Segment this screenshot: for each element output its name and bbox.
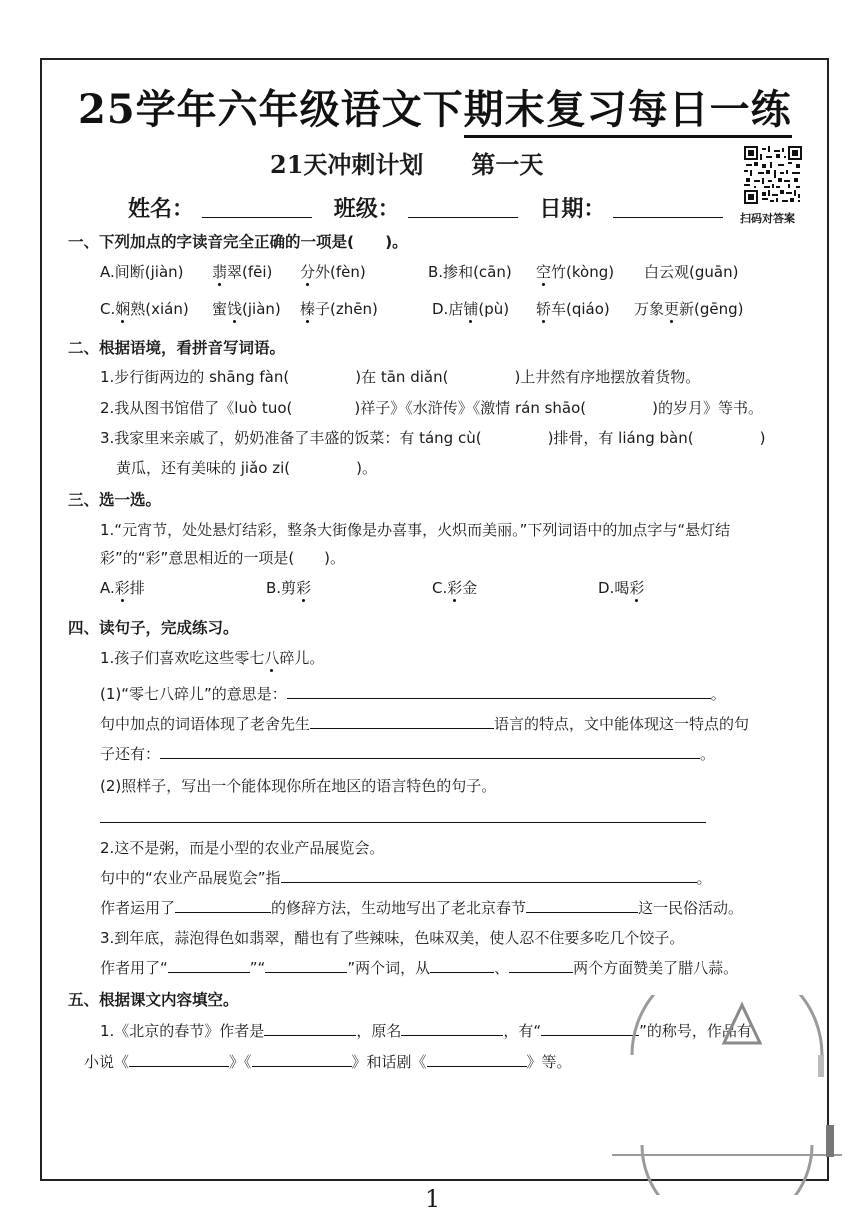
plan-label: 21天冲刺计划: [270, 150, 424, 179]
answer-blank[interactable]: [430, 958, 494, 973]
question-3-1-line1: 1.“元宵节，处处悬灯结彩，整条大街像是办喜事，火炽而美丽。”下列词语中的加点字与“悬灯结: [100, 521, 731, 539]
question-4-3-1: 作者用了“ ”“ ”两个词，从 、 两个方面赞美了腊八蒜。: [100, 959, 739, 977]
option-1b: B.掺和(cān): [428, 263, 512, 281]
qr-caption: 扫码对答案: [740, 212, 795, 225]
question-4-2-2: 作者运用了 的修辞方法，生动地写出了老北京春节 这一民俗活动。: [100, 899, 744, 917]
watermark-stamp: [612, 995, 842, 1195]
question-3-1-line2: 彩”的“彩”意思相近的一项是( )。: [100, 549, 346, 567]
question-4-1-2: 句中加点的词语体现了老舍先生 语言的特点，文中能体现这一特点的句: [100, 715, 750, 733]
answer-blank[interactable]: [287, 684, 711, 699]
answer-blank[interactable]: [401, 1021, 503, 1036]
question-5-1-line1: 1.《北京的春节》作者是 ，原名 ，有“ ”的称号，作品有: [100, 1022, 752, 1040]
section-2-heading: 二、根据语境，看拼音写词语。: [68, 339, 286, 357]
option-1a-3: 分外(fèn): [300, 263, 366, 281]
question-5-1-line2: 小说《 》《 》和话剧《 》等。: [84, 1053, 572, 1071]
class-field[interactable]: [408, 216, 518, 218]
section-3-heading: 三、选一选。: [68, 491, 162, 509]
answer-blank[interactable]: [427, 1052, 527, 1067]
answer-line[interactable]: [100, 808, 706, 828]
option-1b-3: 白云观(guān): [644, 263, 739, 281]
pinyin-line-1: 1.步行街两边的 shāng fàn( )在 tān diǎn( )上井然有序地摆放着货物。: [100, 368, 701, 386]
answer-blank[interactable]: [265, 958, 347, 973]
pinyin-line-4: 黄瓜，还有美味的 jiǎo zi( )。: [116, 459, 377, 477]
question-4-1-1: (1)“零七八碎儿”的意思是： 。: [100, 685, 726, 703]
option-1c-3: 榛子(zhēn): [300, 300, 378, 318]
option-1b-2: 空竹(kòng): [536, 263, 615, 281]
option-1d-2: 轿车(qiáo): [536, 300, 610, 318]
question-4-1: 1.孩子们喜欢吃这些零七八碎儿。: [100, 649, 325, 667]
section-1-heading: 一、下列加点的字读音完全正确的一项是( )。: [68, 233, 408, 251]
answer-blank[interactable]: [509, 958, 573, 973]
date-label: 日期：: [539, 196, 606, 222]
question-4-3: 3.到年底，蒜泡得色如翡翠，醋也有了些辣味，色味双美，使人忍不住要多吃几个饺子。: [100, 929, 685, 947]
question-4-2: 2.这不是粥，而是小型的农业产品展览会。: [100, 839, 385, 857]
title-highlight: 期末复习每日一练: [464, 86, 792, 138]
answer-blank[interactable]: [129, 1052, 229, 1067]
option-1a: A.间断(jiàn): [100, 263, 184, 281]
name-field[interactable]: [202, 216, 312, 218]
worksheet-subtitle: [270, 145, 543, 180]
answer-blank[interactable]: [264, 1021, 356, 1036]
dotted-phrase: 零七八碎儿: [234, 649, 310, 667]
answer-blank[interactable]: [160, 744, 700, 759]
option-1c-2: 蜜饯(jiàn): [212, 300, 281, 318]
option-1c: C.娴熟(xián): [100, 300, 189, 318]
option-3b: B.剪彩: [266, 579, 312, 597]
worksheet-title: 25学年六年级语文下期末复习每日一练: [78, 78, 798, 130]
qr-code-icon[interactable]: [744, 146, 802, 204]
student-info-row: [128, 192, 737, 223]
answer-blank[interactable]: [281, 868, 697, 883]
answer-blank[interactable]: [310, 714, 494, 729]
option-3a: A.彩排: [100, 579, 145, 597]
option-1d: D.店铺(pù): [432, 300, 510, 318]
answer-blank[interactable]: [168, 958, 250, 973]
question-4-1-4: (2)照样子，写出一个能体现你所在地区的语言特色的句子。: [100, 777, 497, 795]
pinyin-line-2: 2.我从图书馆借了《luò tuo( )祥子》《水浒传》《激情 rán shāo( )的岁月》等书。: [100, 399, 764, 417]
pinyin-line-3: 3.我家里来亲戚了，奶奶准备了丰盛的饭菜：有 táng cù( )排骨，有 liáng bàn( ): [100, 429, 766, 447]
name-label: 姓名：: [128, 196, 195, 222]
question-4-1-3: 子还有： 。: [100, 745, 716, 763]
option-1a-2: 翡翠(fēi): [212, 263, 273, 281]
option-1d-3: 万象更新(gēng): [634, 300, 744, 318]
question-4-2-1: 句中的“农业产品展览会”指 。: [100, 869, 712, 887]
class-label: 班级：: [333, 196, 400, 222]
answer-blank[interactable]: [252, 1052, 352, 1067]
section-4-heading: 四、读句子，完成练习。: [68, 619, 239, 637]
section-5-heading: 五、根据课文内容填空。: [68, 991, 239, 1009]
answer-blank[interactable]: [175, 898, 271, 913]
day-label: 第一天: [471, 150, 544, 179]
option-3c: C.彩金: [432, 579, 478, 597]
option-3d: D.喝彩: [598, 579, 645, 597]
answer-blank[interactable]: [526, 898, 638, 913]
date-field[interactable]: [613, 216, 723, 218]
page-number: 1: [425, 1185, 441, 1213]
